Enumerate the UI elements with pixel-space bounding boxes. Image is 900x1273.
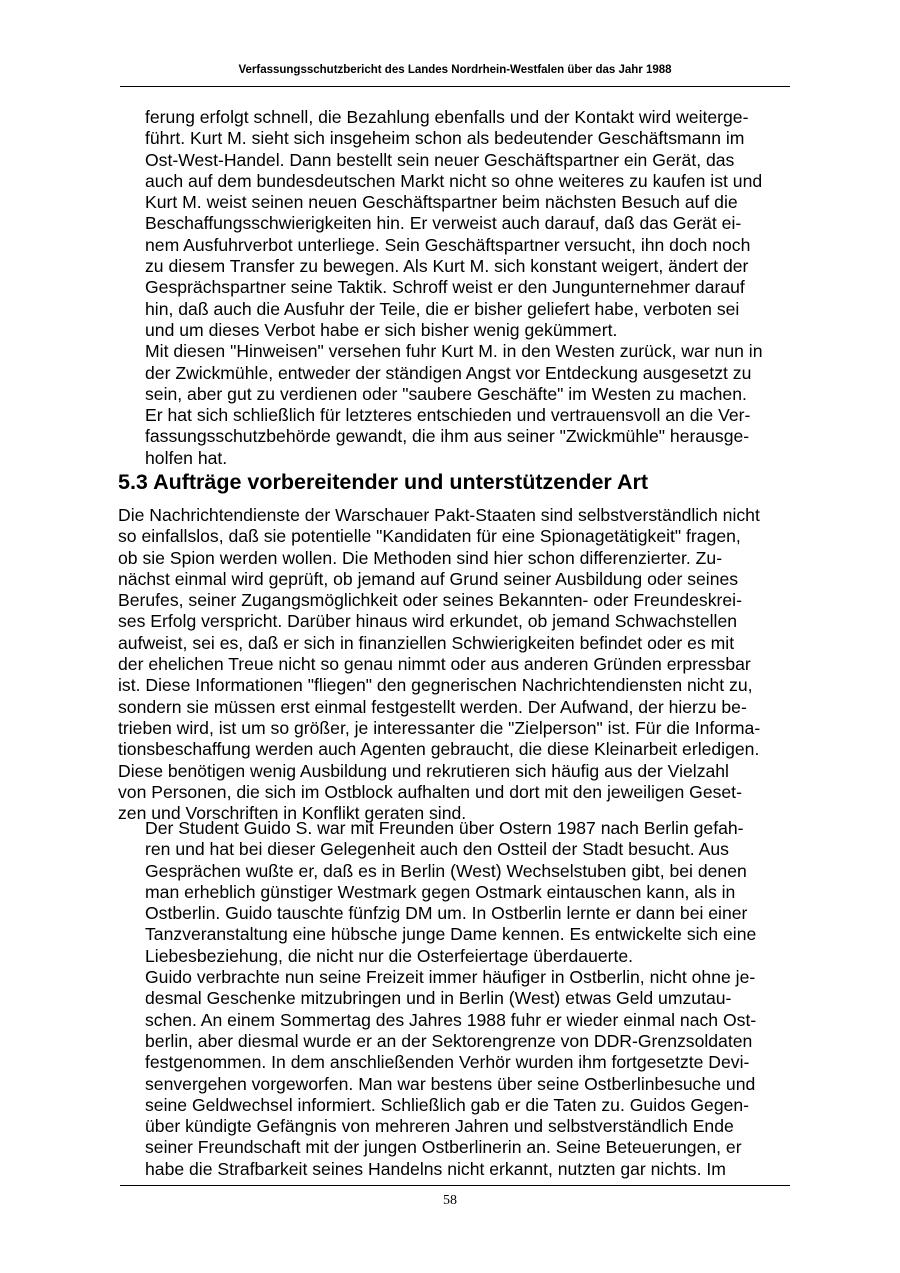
- text-line: Liebesbeziehung, die nicht nur die Osterfeiertage überdauerte.: [145, 945, 634, 966]
- section-heading: 5.3 Aufträge vorbereitender und unterstützender Art: [118, 470, 649, 494]
- body-paragraph: [118, 505, 760, 824]
- text-line: festgenommen. In dem anschließenden Verhör wurden ihm fortgesetzte Devi-: [145, 1052, 750, 1073]
- text-line: Tanzveranstaltung eine hübsche junge Dame kennen. Es entwickelte sich eine: [145, 924, 757, 945]
- text-line: und um dieses Verbot habe er sich bisher wenig gekümmert.: [145, 319, 618, 340]
- text-line: zu diesem Transfer zu bewegen. Als Kurt M. sich konstant weigert, ändert der: [145, 256, 749, 277]
- text-line: von Personen, die sich im Ostblock aufhalten und dort mit den jeweiligen Geset-: [118, 781, 742, 802]
- text-line: hin, daß auch die Ausfuhr der Teile, die er bisher geliefert habe, verboten sei: [145, 298, 740, 319]
- text-line: sein, aber gut zu verdienen oder "saubere Geschäfte" im Westen zu machen.: [145, 383, 747, 404]
- text-line: nem Ausfuhrverbot unterliege. Sein Geschäftspartner versucht, ihn doch noch: [145, 234, 751, 255]
- text-line: ferung erfolgt schnell, die Bezahlung ebenfalls und der Kontakt wird weiterge-: [145, 107, 749, 127]
- text-line: über kündigte Gefängnis von mehreren Jahren und selbstverständlich Ende: [145, 1116, 734, 1137]
- text-line: habe die Strafbarkeit seines Handelns nicht erkannt, nutzten gar nichts. Im: [145, 1158, 726, 1179]
- text-line: Gesprächspartner seine Taktik. Schroff weist er den Jungunternehmer darauf: [145, 277, 745, 298]
- text-line: sondern sie müssen erst einmal festgestellt werden. Der Aufwand, der hierzu be-: [118, 696, 747, 717]
- text-line: ses Erfolg verspricht. Darüber hinaus wird erkundet, ob jemand Schwachstellen: [118, 611, 738, 632]
- text-line: Ost-West-Handel. Dann bestellt sein neuer Geschäftspartner ein Gerät, das: [145, 149, 735, 170]
- text-line: Er hat sich schließlich für letzteres entschieden und vertrauensvoll an die Ver-: [145, 405, 751, 426]
- case-example-guido: [145, 818, 756, 1180]
- text-line: Gesprächen wußte er, daß es in Berlin (West) Wechselstuben gibt, bei denen: [145, 860, 747, 881]
- text-line: seiner Freundschaft mit der jungen Ostberlinerin an. Seine Beteuerungen, er: [145, 1137, 742, 1158]
- text-line: seine Geldwechsel informiert. Schließlich gab er die Taten zu. Guidos Gegen-: [145, 1094, 750, 1115]
- text-line: Guido verbrachte nun seine Freizeit immer häufiger in Ostberlin, nicht ohne je-: [145, 967, 756, 988]
- text-line: Kurt M. weist seinen neuen Geschäftspartner beim nächsten Besuch auf die: [145, 192, 738, 213]
- text-line: auch auf dem bundesdeutschen Markt nicht so ohne weiteres zu kaufen ist und: [145, 170, 763, 191]
- text-line: der Zwickmühle, entweder der ständigen Angst vor Entdeckung ausgesetzt zu: [145, 362, 752, 383]
- text-line: senvergehen vorgeworfen. Man war bestens über seine Ostberlinbesuche und: [145, 1073, 756, 1094]
- text-line: ren und hat bei dieser Gelegenheit auch den Ostteil der Stadt besucht. Aus: [145, 839, 729, 860]
- text-line: Die Nachrichtendienste der Warschauer Pakt-Staaten sind selbstverständlich nicht: [118, 505, 760, 525]
- text-line: Der Student Guido S. war mit Freunden über Ostern 1987 nach Berlin gefah-: [145, 818, 744, 838]
- text-line: führt. Kurt M. sieht sich insgeheim schon als bedeutender Geschäftsmann im: [145, 128, 745, 149]
- text-line: ob sie Spion werden wollen. Die Methoden sind hier schon differenzierter. Zu-: [118, 547, 723, 568]
- text-line: aufweist, sei es, daß er sich in finanziellen Schwierigkeiten befindet oder es mit: [118, 632, 735, 653]
- text-line: ist. Diese Informationen "fliegen" den gegnerischen Nachrichtendiensten nicht zu,: [118, 675, 753, 696]
- running-header: Verfassungsschutzbericht des Landes Nordrhein-Westfalen über das Jahr 1988: [238, 64, 672, 76]
- footer-rule: [120, 1185, 790, 1186]
- text-line: nächst einmal wird geprüft, ob jemand auf Grund seiner Ausbildung oder seines: [118, 568, 739, 589]
- text-line: trieben wird, ist um so größer, je interessanter die "Zielperson" ist. Für die Informa-: [118, 717, 761, 738]
- header-rule: [120, 86, 790, 87]
- text-line: Beschaffungsschwierigkeiten hin. Er verweist auch darauf, daß das Gerät ei-: [145, 213, 742, 234]
- text-line: fassungsschutzbehörde gewandt, die ihm aus seiner "Zwickmühle" herausge-: [145, 426, 750, 447]
- text-line: Diese benötigen wenig Ausbildung und rekrutieren sich häufig aus der Vielzahl: [118, 760, 729, 781]
- page-number: 58: [443, 1193, 457, 1208]
- text-line: tionsbeschaffung werden auch Agenten gebraucht, die diese Kleinarbeit erledigen.: [118, 739, 760, 760]
- text-line: Mit diesen "Hinweisen" versehen fuhr Kurt M. in den Westen zurück, war nun in: [145, 341, 763, 362]
- text-line: Berufes, seiner Zugangsmöglichkeit oder seines Bekannten- oder Freundeskrei-: [118, 590, 742, 611]
- text-line: zen und Vorschriften in Konflikt geraten sind.: [118, 803, 467, 824]
- text-line: desmal Geschenke mitzubringen und in Berlin (West) etwas Geld umzutau-: [145, 988, 732, 1009]
- text-line: berlin, aber diesmal wurde er an der Sektorengrenze von DDR-Grenzsoldaten: [145, 1030, 753, 1051]
- text-line: man erheblich günstiger Westmark gegen Ostmark eintauschen kann, als in: [145, 881, 736, 902]
- text-line: holfen hat.: [145, 447, 228, 468]
- text-line: der ehelichen Treue nicht so genau nimmt oder aus anderen Gründen erpressbar: [118, 654, 751, 675]
- text-line: schen. An einem Sommertag des Jahres 1988 fuhr er wieder einmal nach Ost-: [145, 1009, 757, 1030]
- text-line: so einfallslos, daß sie potentielle "Kandidaten für eine Spionagetätigkeit" fragen,: [118, 526, 741, 547]
- text-line: Ostberlin. Guido tauschte fünfzig DM um. In Ostberlin lernte er dann bei einer: [145, 903, 748, 924]
- case-example-kurt: [145, 107, 762, 469]
